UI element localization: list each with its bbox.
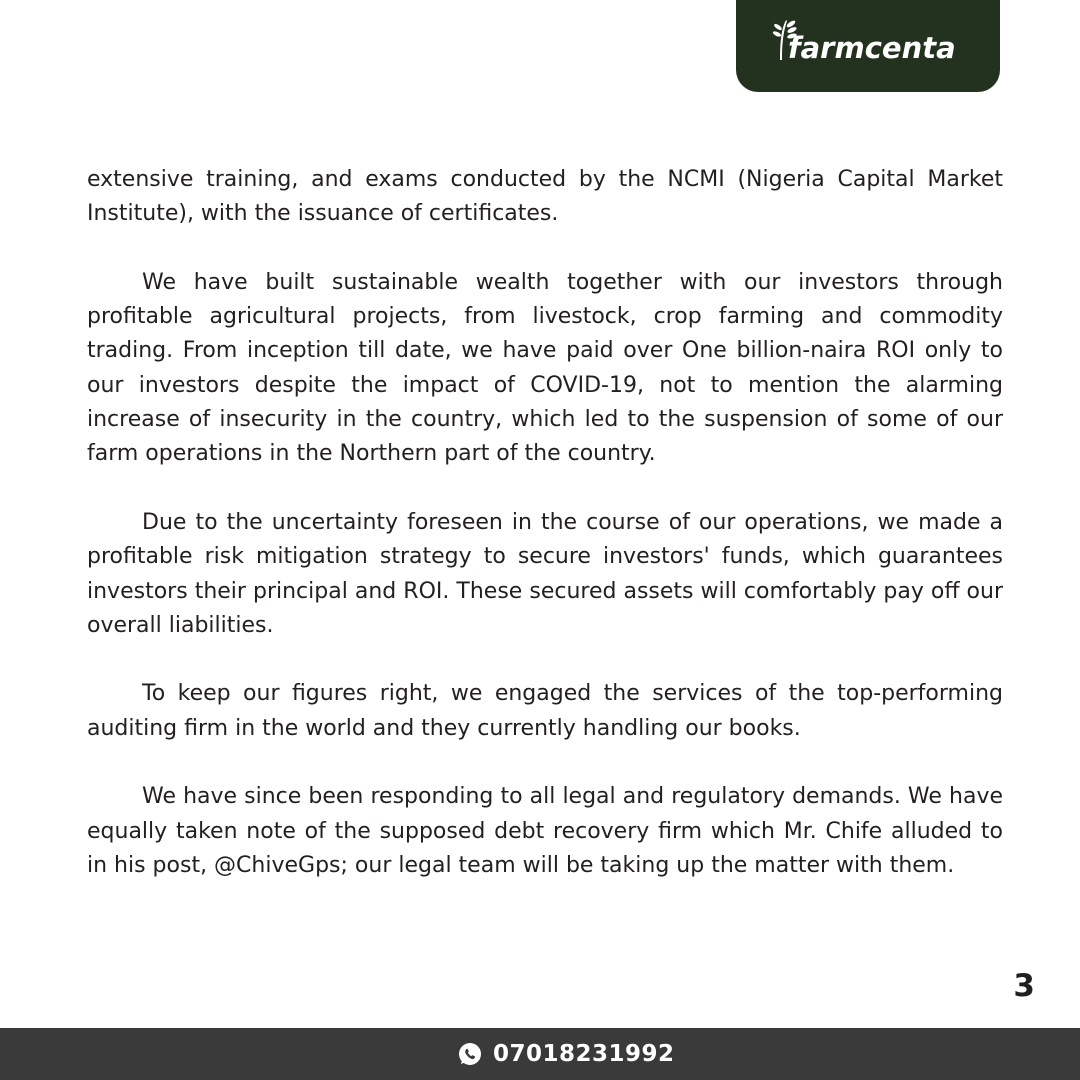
letter-body bbox=[87, 163, 1003, 918]
whatsapp-icon bbox=[457, 1041, 483, 1067]
paragraph: We have built sustainable wealth together with our investors through profitable agricultural projects, from livestock, crop farming and commodity trading. From inception till date, we have paid over One billion-naira ROI only to our investors despite the impact of COVID-19, not to mention the alarming increase of insecurity in the country, which led to the suspension of some of our farm operations in the Northern part of the country. bbox=[87, 269, 1003, 467]
paragraph: Due to the uncertainty foreseen in the course of our operations, we made a profitable risk mitigation strategy to secure investors' funds, which guarantees investors their principal and ROI. These secured assets will comfortably pay off our overall liabilities. bbox=[87, 509, 1003, 638]
brand-logo: farmcenta bbox=[788, 31, 956, 65]
page-number: 3 bbox=[1013, 968, 1035, 1004]
footer-contact bbox=[457, 1040, 675, 1068]
paragraph: extensive training, and exams conducted by the NCMI (Nigeria Capital Market Institute), with the issuance of certificates. bbox=[87, 167, 1003, 227]
paragraph: To keep our figures right, we engaged the services of the top-performing auditing firm in the world and they currently handling our books. bbox=[87, 681, 1003, 741]
phone-number[interactable]: 07018231992 bbox=[493, 1041, 675, 1067]
paragraph: We have since been responding to all legal and regulatory demands. We have equally taken note of the supposed debt recovery firm which Mr. Chife alluded to in his post, @ChiveGps; our legal team will be taking up the matter with them. bbox=[87, 784, 1003, 878]
